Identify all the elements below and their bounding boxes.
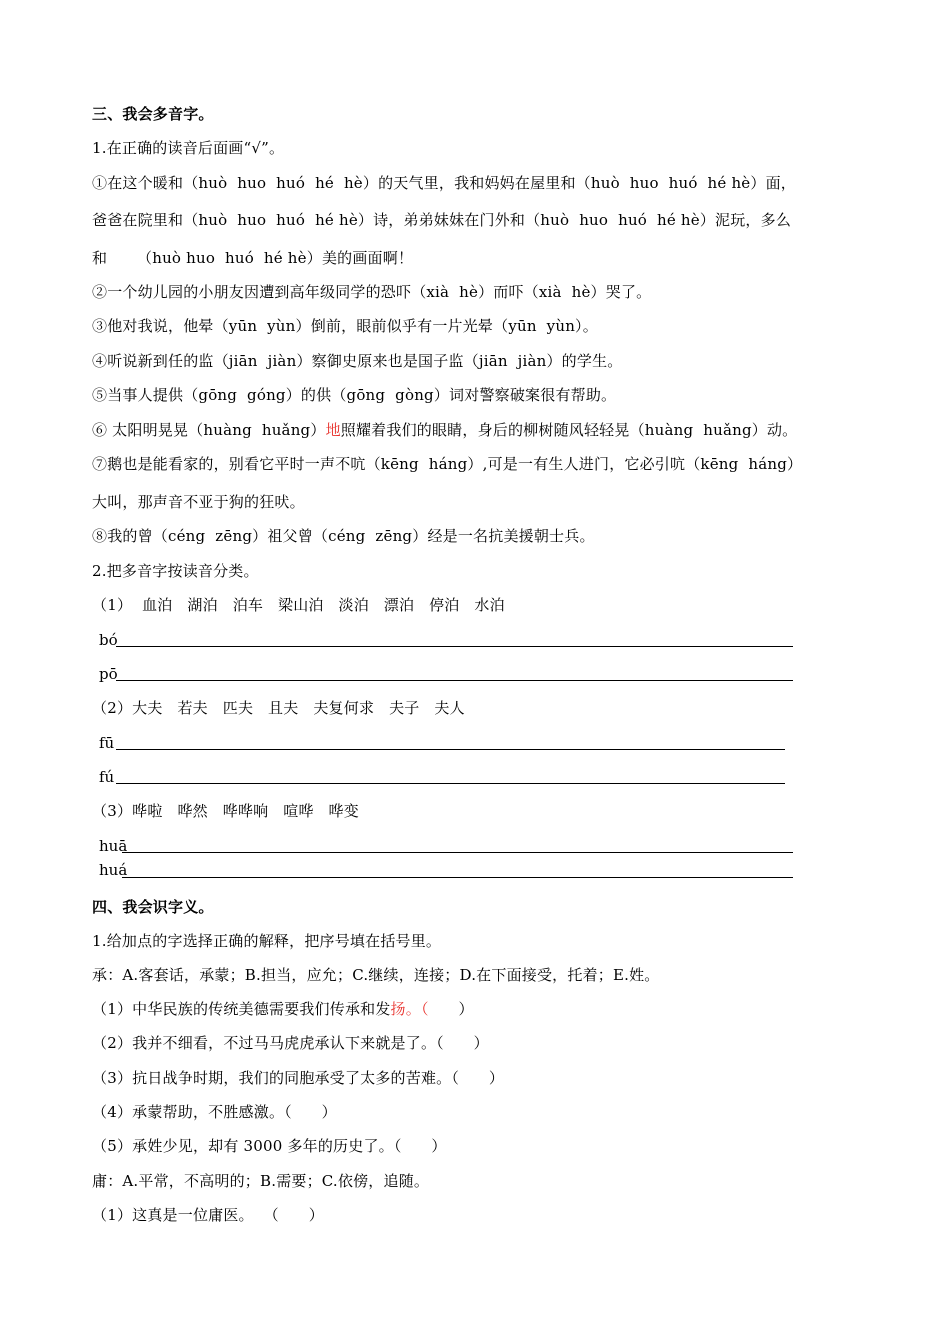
q2-prompt: 2.把多音字按读音分类。 bbox=[92, 562, 259, 580]
cheng-item-1-red: 扬。（ bbox=[390, 1000, 429, 1018]
answer-line[interactable] bbox=[116, 646, 793, 647]
q1-item-7-line2: 大叫，那声音不亚于狗的狂吠。 bbox=[92, 493, 305, 511]
yong-definitions: 庸：A.平常，不高明的；B.需要；C.依傍，追随。 bbox=[92, 1172, 430, 1190]
q2-group2-reading2: fú bbox=[99, 768, 115, 786]
q2-group3-words: （3）哗啦 哗然 哗哗响 喧哗 哗变 bbox=[92, 802, 359, 820]
q1-item-5: ⑤当事人提供（gōng góng）的供（gōng gòng）词对警察破案很有帮助。 bbox=[92, 386, 617, 404]
q1-item-2: ②一个幼儿园的小朋友因遭到高年级同学的恐吓（xià hè）而吓（xià hè）哭了。 bbox=[92, 283, 652, 301]
q1-item-1-line1: ①在这个暖和（huò huo huó hé hè）的天气里，我和妈妈在屋里和（huò huo huó hé hè）面， bbox=[92, 174, 796, 192]
q1-item-3: ③他对我说，他晕（yūn yùn）倒前，眼前似乎有一片光晕（yūn yùn）。 bbox=[92, 317, 598, 335]
cheng-item-5: （5）承姓少见，却有 3000 多年的历史了。（ ） bbox=[92, 1137, 447, 1155]
q1-item-6-after: 照耀着我们的眼睛，身后的柳树随风轻轻晃（huàng huǎng）动。 bbox=[340, 421, 798, 439]
section4-title: 四、我会识字义。 bbox=[92, 898, 214, 916]
answer-line[interactable] bbox=[122, 877, 793, 878]
answer-line[interactable] bbox=[122, 852, 793, 853]
q1-item-4: ④听说新到任的监（jiān jiàn）察御史原来也是国子监（jiān jiàn）的学生。 bbox=[92, 352, 623, 370]
section3-title: 三、我会多音字。 bbox=[92, 105, 214, 123]
q1-item-7-line1: ⑦鹅也是能看家的，别看它平时一声不吭（kēng háng）,可是一有生人进门，它必引吭（kēng háng） bbox=[92, 455, 803, 473]
q2-group1-reading2: pō bbox=[99, 665, 118, 683]
q1-item-6-before: ⑥ 太阳明晃晃（huàng huǎng） bbox=[92, 421, 326, 439]
q2-group2-reading1: fū bbox=[99, 734, 115, 752]
q1-item-1-line2: 爸爸在院里和（huò huo huó hé hè）诗，弟弟妹妹在门外和（huò huo huó hé hè）泥玩，多么 bbox=[92, 211, 792, 229]
q2-group1-reading1: bó bbox=[99, 631, 118, 649]
q2-group3-reading2: huá bbox=[99, 861, 128, 879]
cheng-item-1 bbox=[92, 999, 474, 1019]
q2-group2-words: （2）大夫 若夫 匹夫 且夫 夫复何求 夫子 夫人 bbox=[92, 699, 465, 717]
q2-group3-reading1: huā bbox=[99, 837, 128, 855]
q1-item-6-red: 地 bbox=[325, 421, 341, 439]
q1-item-1-line3: 和 （huò huo huó hé hè）美的画面啊！ bbox=[92, 249, 414, 267]
answer-line[interactable] bbox=[116, 680, 793, 681]
answer-line[interactable] bbox=[116, 783, 785, 784]
cheng-item-3: （3）抗日战争时期，我们的同胞承受了太多的苦难。（ ） bbox=[92, 1069, 505, 1087]
q1-item-6 bbox=[92, 420, 797, 440]
cheng-item-1-blank[interactable]: ） bbox=[428, 1000, 474, 1018]
cheng-item-1-text: （1）中华民族的传统美德需要我们传承和发 bbox=[92, 1000, 391, 1018]
s4-q1-prompt: 1.给加点的字选择正确的解释，把序号填在括号里。 bbox=[92, 932, 442, 950]
q1-item-8: ⑧我的曾（céng zēng）祖父曾（céng zēng）经是一名抗美援朝士兵。 bbox=[92, 527, 595, 545]
cheng-definitions: 承：A.客套话，承蒙；B.担当，应允；C.继续，连接；D.在下面接受，托着；E.姓。 bbox=[92, 966, 660, 984]
answer-line[interactable] bbox=[116, 749, 785, 750]
q1-prompt: 1.在正确的读音后面画“√”。 bbox=[92, 139, 285, 157]
cheng-item-2: （2）我并不细看，不过马马虎虎承认下来就是了。（ ） bbox=[92, 1034, 489, 1052]
q2-group1-words: （1） 血泊 湖泊 泊车 梁山泊 淡泊 漂泊 停泊 水泊 bbox=[92, 596, 505, 614]
cheng-item-4: （4）承蒙帮助，不胜感激。（ ） bbox=[92, 1103, 337, 1121]
yong-item-1: （1）这真是一位庸医。 （ ） bbox=[92, 1206, 324, 1224]
